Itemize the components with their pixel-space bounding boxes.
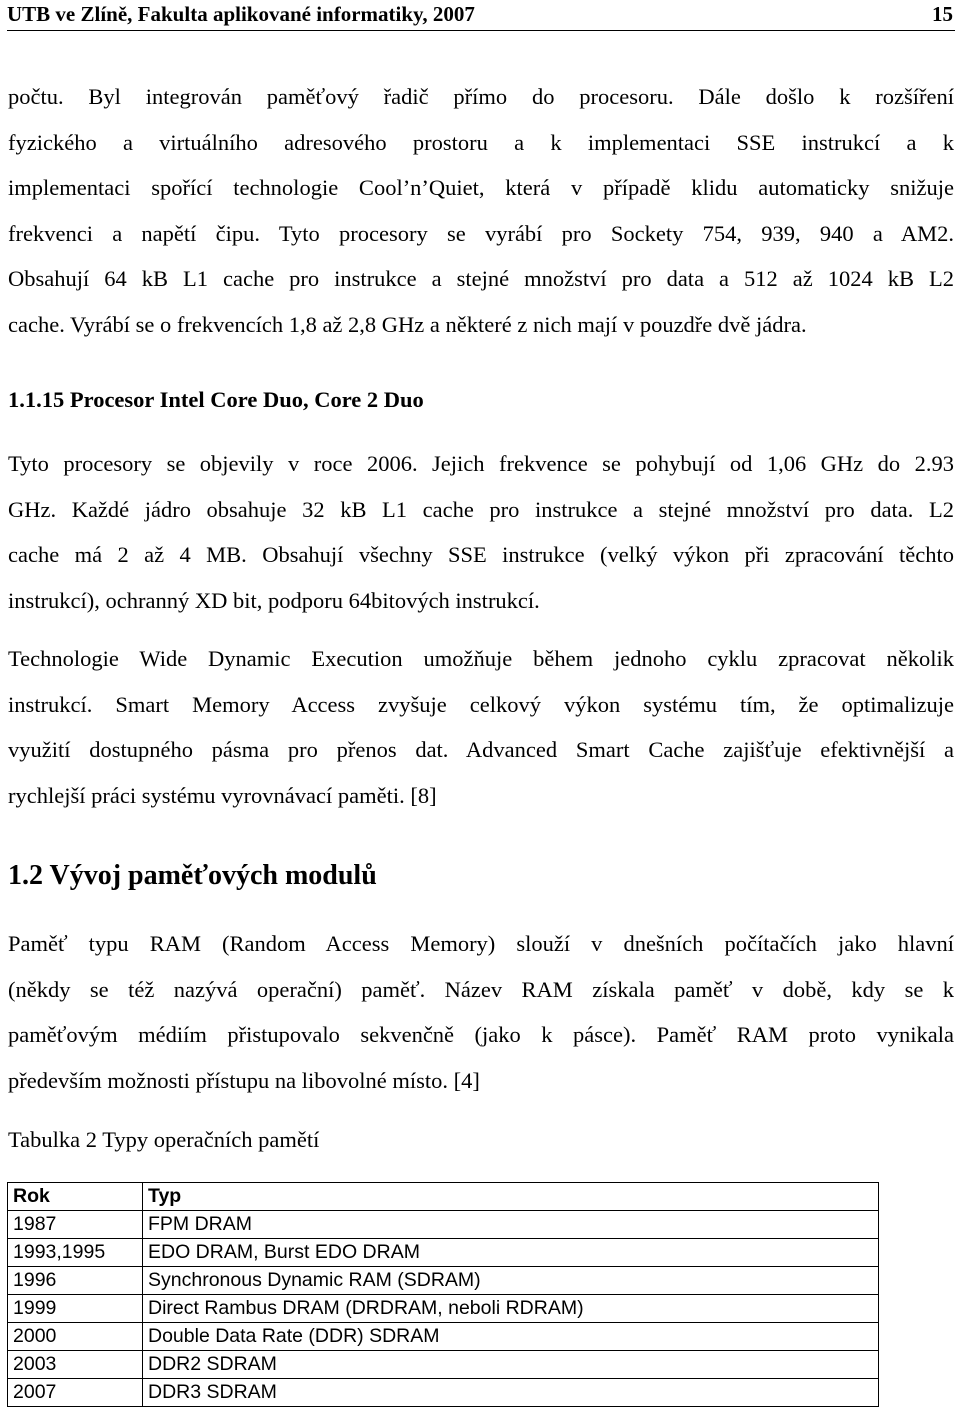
cell-type: Double Data Rate (DDR) SDRAM	[143, 1323, 879, 1351]
table-row	[8, 1267, 879, 1295]
cell-year: 1996	[8, 1267, 143, 1295]
cell-year: 2007	[8, 1379, 143, 1407]
paragraph-core-duo-specs	[8, 441, 954, 623]
table-row	[8, 1239, 879, 1267]
table-row	[8, 1379, 879, 1407]
text-line: instrukcí), ochranný XD bit, podporu 64bitových instrukcí.	[8, 587, 540, 613]
column-header-type: Typ	[143, 1183, 879, 1211]
table-row	[8, 1351, 879, 1379]
cell-type: Synchronous Dynamic RAM (SDRAM)	[143, 1267, 879, 1295]
text-line: Paměť typu RAM (Random Access Memory) slouží v dnešních počítačích jako hlavní	[8, 931, 954, 956]
text-line: počtu. Byl integrován paměťový řadič přímo do procesoru. Dále došlo k rozšíření	[8, 84, 954, 109]
cell-year: 2000	[8, 1323, 143, 1351]
text-line: instrukcí. Smart Memory Access zvyšuje celkový výkon systému tím, že optimalizuje	[8, 691, 954, 717]
text-line: především možnosti přístupu na libovolné místo. [4]	[8, 1067, 480, 1093]
cell-type: DDR3 SDRAM	[143, 1379, 879, 1407]
cell-type: FPM DRAM	[143, 1211, 879, 1239]
page-number: 15	[932, 2, 953, 26]
table-row	[8, 1295, 879, 1323]
cell-type: DDR2 SDRAM	[143, 1351, 879, 1379]
cell-year: 2003	[8, 1351, 143, 1379]
column-header-year: Rok	[8, 1183, 143, 1211]
text-line: paměťovým médiím přistupovalo sekvenčně (jako k pásce). Paměť RAM proto vynikala	[8, 1022, 954, 1047]
header-title: UTB ve Zlíně, Fakulta aplikované informatiky, 2007	[7, 2, 475, 26]
table-caption: Tabulka 2 Typy operačních pamětí	[8, 1127, 320, 1152]
cell-type: Direct Rambus DRAM (DRDRAM, neboli RDRAM)	[143, 1295, 879, 1323]
paragraph-ram-intro	[8, 921, 954, 1103]
text-line: implementaci spořící technologie Cool’n’Quiet, která v případě klidu automaticky snižuje	[8, 175, 954, 200]
memory-types-table	[7, 1182, 879, 1407]
chapter-heading-memory-modules: 1.2 Vývoj paměťových modulů	[8, 860, 377, 891]
table-row	[8, 1323, 879, 1351]
table-row	[8, 1211, 879, 1239]
text-line: Tyto procesory se objevily v roce 2006. Jejich frekvence se pohybují od 1,06 GHz do 2.93	[8, 451, 954, 476]
cell-year: 1987	[8, 1211, 143, 1239]
text-line: rychlejší práci systému vyrovnávací paměti. [8]	[8, 782, 437, 808]
paragraph-amd-features	[8, 74, 954, 347]
text-line: GHz. Každé jádro obsahuje 32 kB L1 cache pro instrukce a stejné množství pro data. L2	[8, 496, 954, 522]
text-line: využití dostupného pásma pro přenos dat. Advanced Smart Cache zajišťuje efektivnější a	[8, 737, 954, 762]
text-line: Obsahují 64 kB L1 cache pro instrukce a stejné množství pro data a 512 až 1024 kB L2	[8, 266, 954, 291]
table-header-row	[8, 1183, 879, 1211]
cell-year: 1999	[8, 1295, 143, 1323]
text-line: Technologie Wide Dynamic Execution umožňuje během jednoho cyklu zpracovat několik	[8, 646, 954, 671]
page-header	[7, 0, 955, 31]
text-line: cache má 2 až 4 MB. Obsahují všechny SSE instrukce (velký výkon při zpracování těchto	[8, 542, 954, 567]
paragraph-core-technologies	[8, 636, 954, 818]
cell-type: EDO DRAM, Burst EDO DRAM	[143, 1239, 879, 1267]
section-heading-intel-core-duo: 1.1.15 Procesor Intel Core Duo, Core 2 Duo	[8, 387, 424, 412]
text-line: cache. Vyrábí se o frekvencích 1,8 až 2,8 GHz a některé z nich mají v pouzdře dvě jádra.	[8, 311, 807, 337]
text-line: frekvenci a napětí čipu. Tyto procesory se vyrábí pro Sockety 754, 939, 940 a AM2.	[8, 220, 954, 246]
cell-year: 1993,1995	[8, 1239, 143, 1267]
text-line: (někdy se též nazývá operační) paměť. Název RAM získala paměť v době, kdy se k	[8, 976, 954, 1002]
text-line: fyzického a virtuálního adresového prostoru a k implementaci SSE instrukcí a k	[8, 129, 954, 155]
